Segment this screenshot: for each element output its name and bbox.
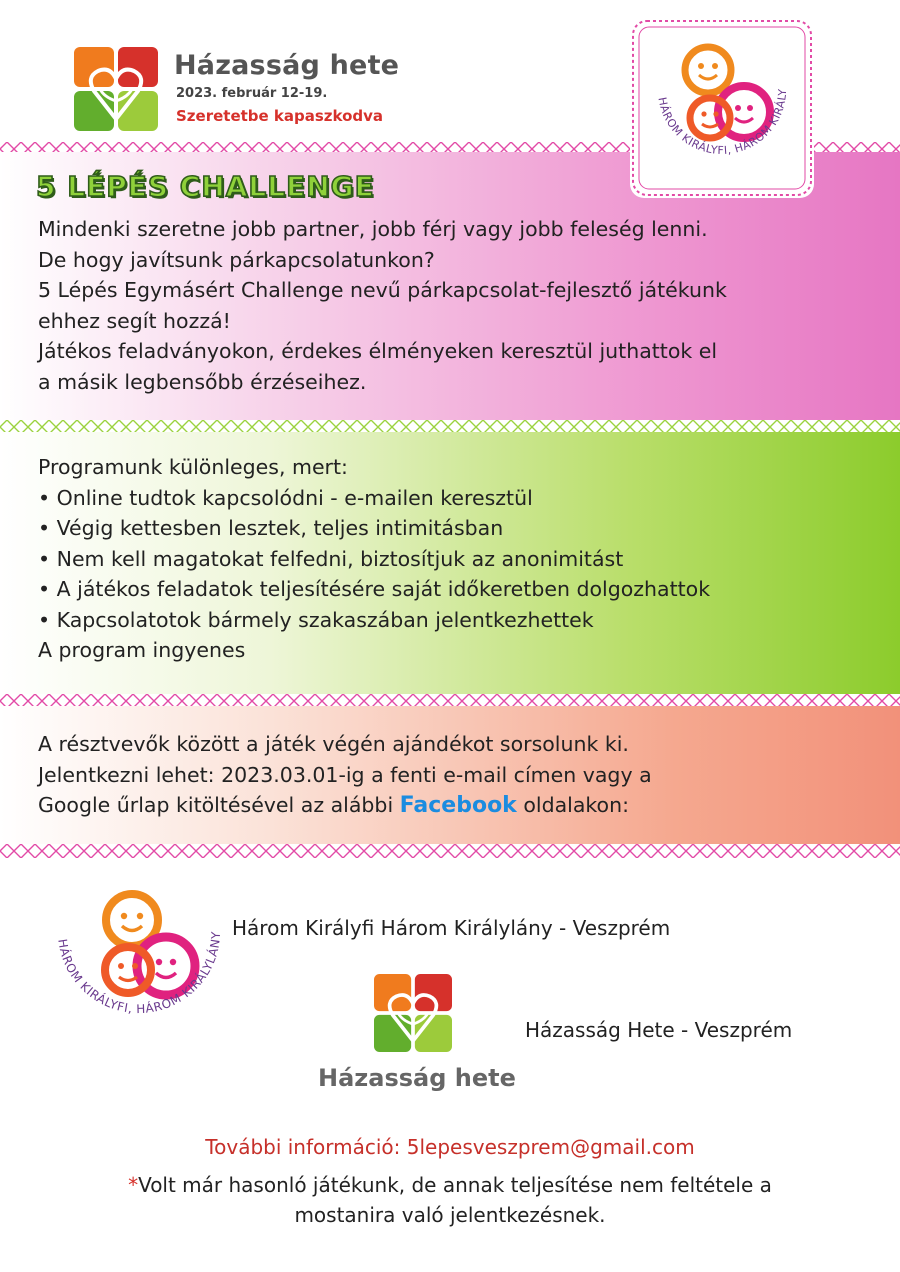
features-footer: A program ingyenes [38, 638, 246, 662]
hazassag-hete-logo-title: Házasság hete [318, 1064, 516, 1092]
header-date: 2023. február 12-19. [176, 86, 328, 101]
list-item: • Végig kettesben lesztek, teljes intimitásban [38, 516, 504, 540]
prize-line: Jelentkezni lehet: 2023.03.01-ig a fenti e-mail címen vagy a [38, 762, 652, 787]
footnote-line: mostanira való jelentkezésnek. [294, 1203, 606, 1227]
harom-kiralyfi-logo-icon [630, 18, 814, 198]
prize-line-text: Google űrlap kitöltésével az alábbi [38, 793, 400, 817]
header-motto: Szeretetbe kapaszkodva [176, 107, 384, 125]
prize-line [38, 790, 652, 822]
features-list [38, 452, 710, 666]
header-title: Házasság hete [174, 50, 400, 81]
hazassag-hete-logo-icon [74, 47, 158, 131]
challenge-title: 5 LÉPÉS CHALLENGE [36, 170, 375, 203]
contact-info: További információ: 5lepesveszprem@gmail.com [205, 1135, 695, 1159]
intro-line: 5 Lépés Egymásért Challenge nevű párkapcsolat-fejlesztő játékunk [38, 278, 727, 302]
prize-text [38, 729, 652, 822]
zigzag-divider [0, 844, 900, 858]
ring-text: HÁROM KIRÁLYFI, HÁROM KIRÁLY [655, 88, 790, 158]
list-item: • Online tudtok kapcsolódni - e-mailen keresztül [38, 485, 533, 510]
intro-line: a másik legbensőbb érzéseihez. [38, 369, 367, 394]
list-item: • Kapcsolatotok bármely szakaszában jelentkezhettek [38, 607, 594, 632]
intro-line: Mindenki szeretne jobb partner, jobb férj vagy jobb feleség lenni. [38, 217, 708, 241]
intro-line: De hogy javítsunk párkapcsolatunkon? [38, 247, 435, 272]
footnote-line: Volt már hasonló játékunk, de annak teljesítése nem feltétele a [138, 1173, 772, 1197]
ring-text: HÁROM KIRÁLYFI, HÁROM KIRÁLYLÁNY [55, 930, 224, 1017]
facebook-link[interactable]: Facebook [399, 793, 517, 818]
features-heading: Programunk különleges, mert: [38, 455, 348, 479]
hazassag-hete-page-label: Házasság Hete - Veszprém [525, 1018, 793, 1042]
list-item: • Nem kell magatokat felfedni, biztosítjuk az anonimitást [38, 546, 624, 571]
footnote [0, 1170, 900, 1230]
harom-kiralyfi-framed-logo [630, 18, 814, 198]
prize-line-text: oldalakon: [516, 793, 629, 817]
hazassag-hete-logo-icon [374, 974, 452, 1052]
intro-line: Játékos feladványokon, érdekes élményeken keresztül juthattok el [38, 339, 718, 363]
intro-line: ehhez segít hozzá! [38, 308, 231, 333]
list-item: • A játékos feladatok teljesítésére saját időkeretben dolgozhattok [38, 577, 711, 601]
harom-kiralyfi-page-label: Három Királyfi Három Királylány - Veszprém [232, 916, 671, 940]
prize-line: A résztvevők között a játék végén ajándékot sorsolunk ki. [38, 732, 629, 756]
footnote-star: * [128, 1173, 139, 1197]
harom-kiralyfi-logo-icon [44, 882, 230, 1042]
challenge-intro [38, 214, 838, 397]
